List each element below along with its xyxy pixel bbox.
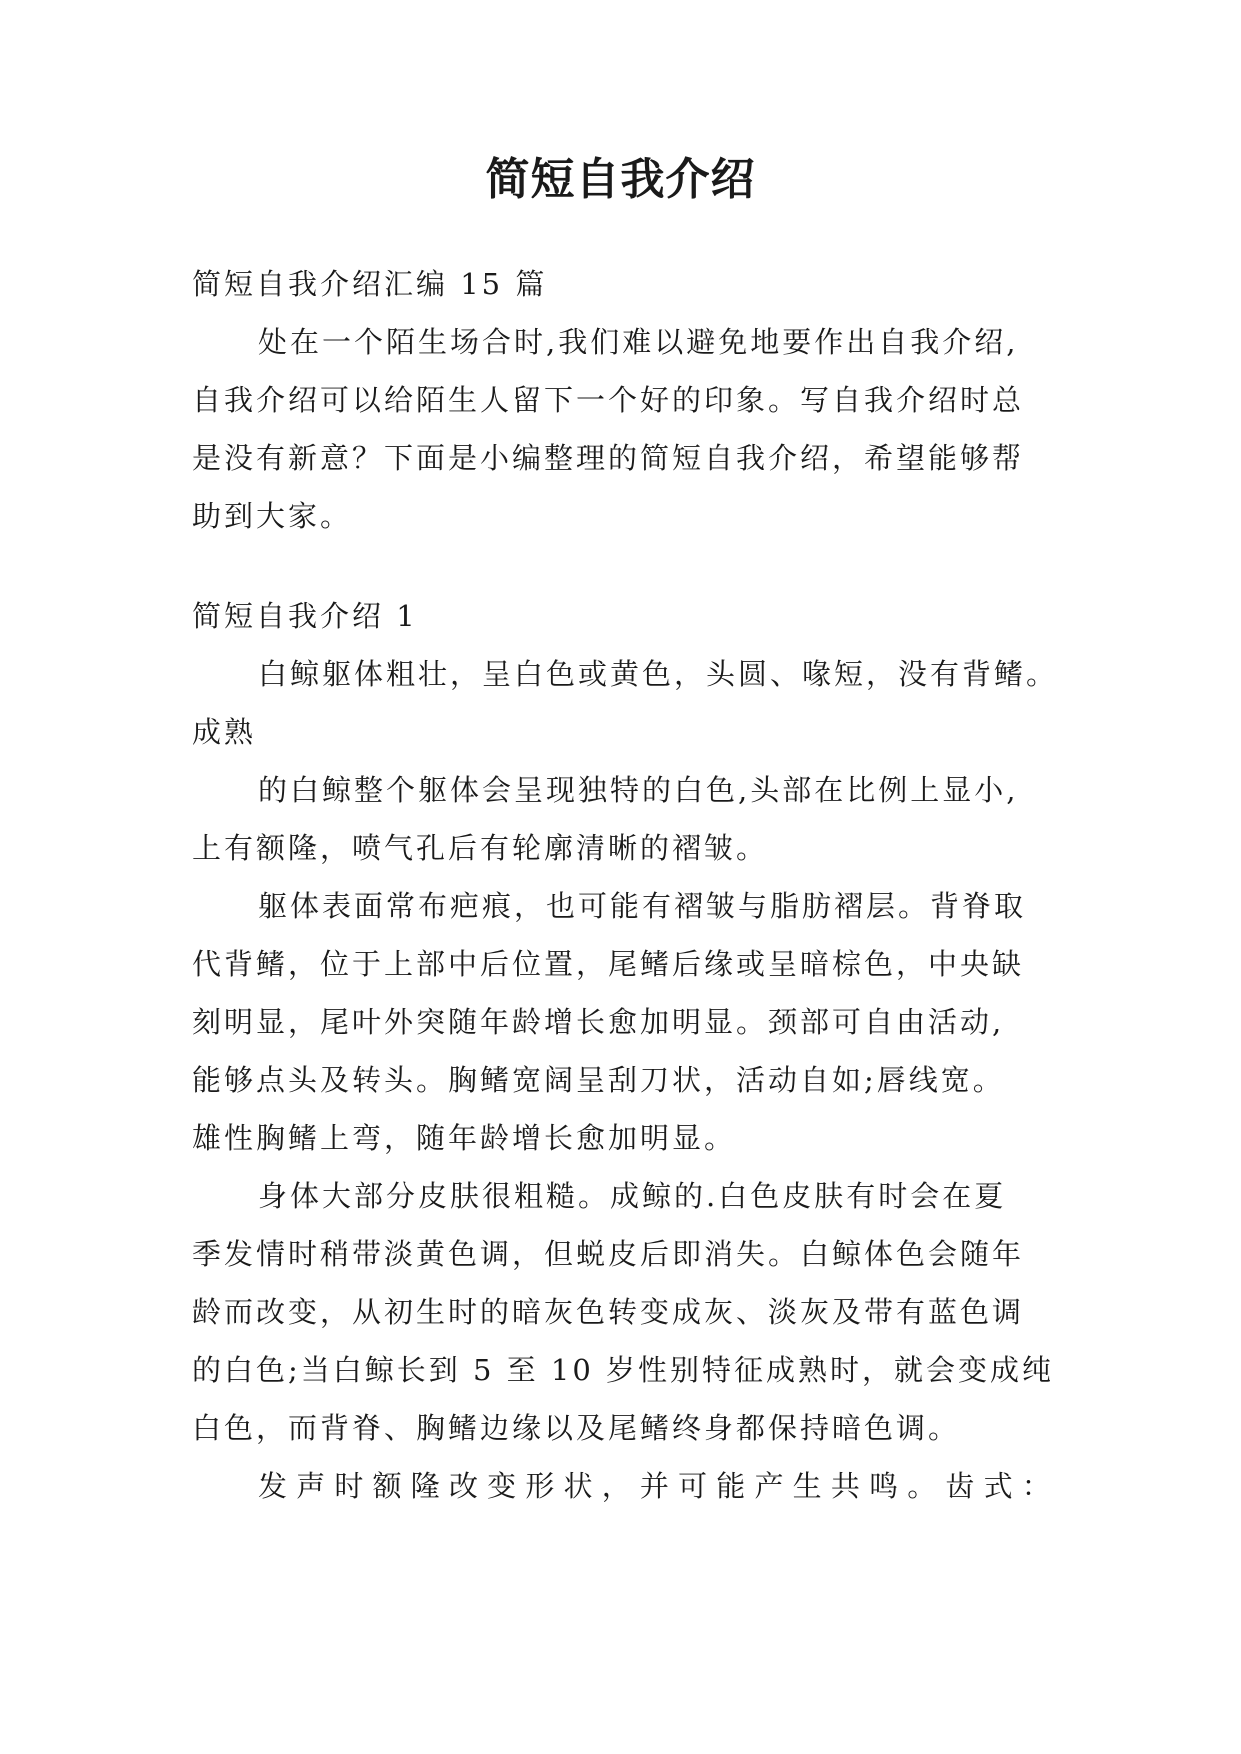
paragraph-line: 成熟 <box>192 715 257 749</box>
paragraph-line: 龄而改变，从初生时的暗灰色转变成灰、淡灰及带有蓝色调 <box>192 1295 1025 1329</box>
paragraph-line: 躯体表面常布疤痕，也可能有褶皱与脂肪褶层。背脊取 <box>258 889 1027 923</box>
collection-heading: 简短自我介绍汇编 15 篇 <box>192 267 548 301</box>
paragraph-line: 季发情时稍带淡黄色调，但蜕皮后即消失。白鲸体色会随年 <box>192 1237 1025 1271</box>
paragraph-line: 的白色;当白鲸长到 5 至 10 岁性别特征成熟时，就会变成纯 <box>192 1353 1054 1387</box>
paragraph-line: 代背鳍，位于上部中后位置，尾鳍后缘或呈暗棕色，中央缺 <box>192 947 1025 981</box>
paragraph-line: 的白鲸整个躯体会呈现独特的白色,头部在比例上显小, <box>258 773 1019 807</box>
intro-line-3: 是没有新意？下面是小编整理的简短自我介绍，希望能够帮 <box>192 441 1025 475</box>
intro-line-4: 助到大家。 <box>192 499 353 533</box>
section-heading-1: 简短自我介绍 1 <box>192 599 418 633</box>
intro-line-2: 自我介绍可以给陌生人留下一个好的印象。写自我介绍时总 <box>192 383 1025 417</box>
paragraph-line: 上有额隆，喷气孔后有轮廓清晰的褶皱。 <box>192 831 769 865</box>
paragraph-line: 刻明显，尾叶外突随年龄增长愈加明显。颈部可自由活动, <box>192 1005 1005 1039</box>
paragraph-line: 白色，而背脊、胸鳍边缘以及尾鳍终身都保持暗色调。 <box>192 1411 961 1445</box>
intro-line-1: 处在一个陌生场合时,我们难以避免地要作出自我介绍, <box>258 325 1019 359</box>
paragraph-line: 白鲸躯体粗壮，呈白色或黄色，头圆、喙短，没有背鳍。 <box>258 657 1059 691</box>
document-title: 简短自我介绍 <box>485 154 756 205</box>
paragraph-line: 身体大部分皮肤很粗糙。成鲸的.白色皮肤有时会在夏 <box>258 1179 1007 1213</box>
paragraph-line: 雄性胸鳍上弯，随年龄增长愈加明显。 <box>192 1121 737 1155</box>
paragraph-line: 发声时额隆改变形状，并可能产生共鸣。齿式： <box>258 1469 1061 1503</box>
paragraph-line: 能够点头及转头。胸鳍宽阔呈刮刀状，活动自如;唇线宽。 <box>192 1063 1005 1097</box>
